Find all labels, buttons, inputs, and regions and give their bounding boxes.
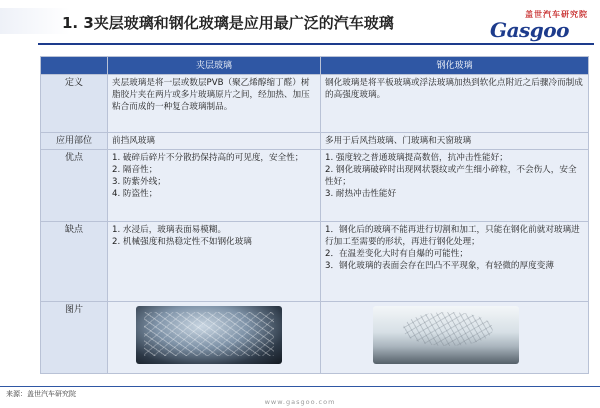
row-label: 应用部位: [41, 133, 108, 150]
cell-text: 前挡风玻璃: [112, 136, 155, 146]
list-item: 3. 防紫外线；: [112, 177, 166, 187]
list-item: 1. 强度较之普通玻璃提高数倍，抗冲击性能好；: [325, 153, 508, 163]
list-item: 2. 隔音性；: [112, 165, 158, 175]
list-item: 1. 水浸后，玻璃表面易模糊。: [112, 225, 227, 235]
list-item: 2．在温差变化大时有自爆的可能性；: [325, 249, 468, 259]
cell-text: 多用于后风挡玻璃、门玻璃和天窗玻璃: [325, 136, 472, 146]
comparison-table: [40, 56, 589, 374]
header-laminated-glass: 夹层玻璃: [108, 57, 321, 75]
footer-divider: [0, 386, 600, 387]
picture-tempered-cell: [321, 302, 589, 374]
definition-laminated: [108, 75, 321, 133]
application-laminated: [108, 133, 321, 150]
site-url: www.gasgoo.com: [264, 398, 336, 406]
table-row-pictures: [41, 302, 589, 374]
list-item: 1. 破碎后碎片不分散扔保持高的可见度，安全性；: [112, 153, 304, 163]
table-row-definition: [41, 75, 589, 133]
gasgoo-logo: [476, 8, 594, 42]
cell-text: 钢化玻璃是将平板玻璃或浮法玻璃加热到软化点附近之后骤冷而制成的高强度玻璃。: [325, 78, 583, 100]
logo-cn-text: 盖世汽车研究院: [525, 10, 588, 19]
tempered-glass-photo: [373, 306, 519, 364]
table-row-disadvantages: [41, 222, 589, 302]
list-item: 2. 机械强度和热稳定性不如钢化玻璃: [112, 237, 252, 247]
advantages-tempered: [321, 150, 589, 222]
title-accent: [0, 8, 70, 34]
cell-text: 夹层玻璃是将一层或数层PVB（聚乙烯醇缩丁醛）树脂胶片夹在两片或多片玻璃原片之间，经加热、加压粘合而成的一种复合玻璃制品。: [112, 78, 310, 112]
list-item: 1．钢化后的玻璃不能再进行切割和加工，只能在钢化前就对玻璃进行加工至需要的形状，再进行钢化处理；: [325, 225, 580, 247]
list-item: 2. 钢化玻璃破碎时出现网状裂纹或产生细小碎粒，不会伤人，安全性好；: [325, 165, 577, 187]
disadvantages-laminated: [108, 222, 321, 302]
source-note: 来源：盖世汽车研究院: [6, 390, 76, 398]
row-label: 优点: [41, 150, 108, 222]
logo-en-text: Gasgoo: [490, 18, 569, 42]
row-label: 图片: [41, 302, 108, 374]
table-row-application: [41, 133, 589, 150]
list-item: 4. 防盗性；: [112, 189, 158, 199]
row-label: 定义: [41, 75, 108, 133]
picture-laminated-cell: [108, 302, 321, 374]
laminated-glass-photo: [136, 306, 282, 364]
row-label: 缺点: [41, 222, 108, 302]
list-item: 3. 耐热冲击性能好: [325, 189, 397, 199]
advantages-laminated: [108, 150, 321, 222]
list-item: 3．钢化玻璃的表面会存在凹凸不平现象，有轻微的厚度变薄: [325, 261, 554, 271]
application-tempered: [321, 133, 589, 150]
page-title: 1. 3夹层玻璃和钢化玻璃是应用最广泛的汽车玻璃: [62, 14, 394, 32]
header-corner: [41, 57, 108, 75]
header-tempered-glass: 钢化玻璃: [321, 57, 589, 75]
title-divider: [38, 43, 594, 45]
table-row-advantages: [41, 150, 589, 222]
disadvantages-tempered: [321, 222, 589, 302]
definition-tempered: [321, 75, 589, 133]
table-header-row: [41, 57, 589, 75]
